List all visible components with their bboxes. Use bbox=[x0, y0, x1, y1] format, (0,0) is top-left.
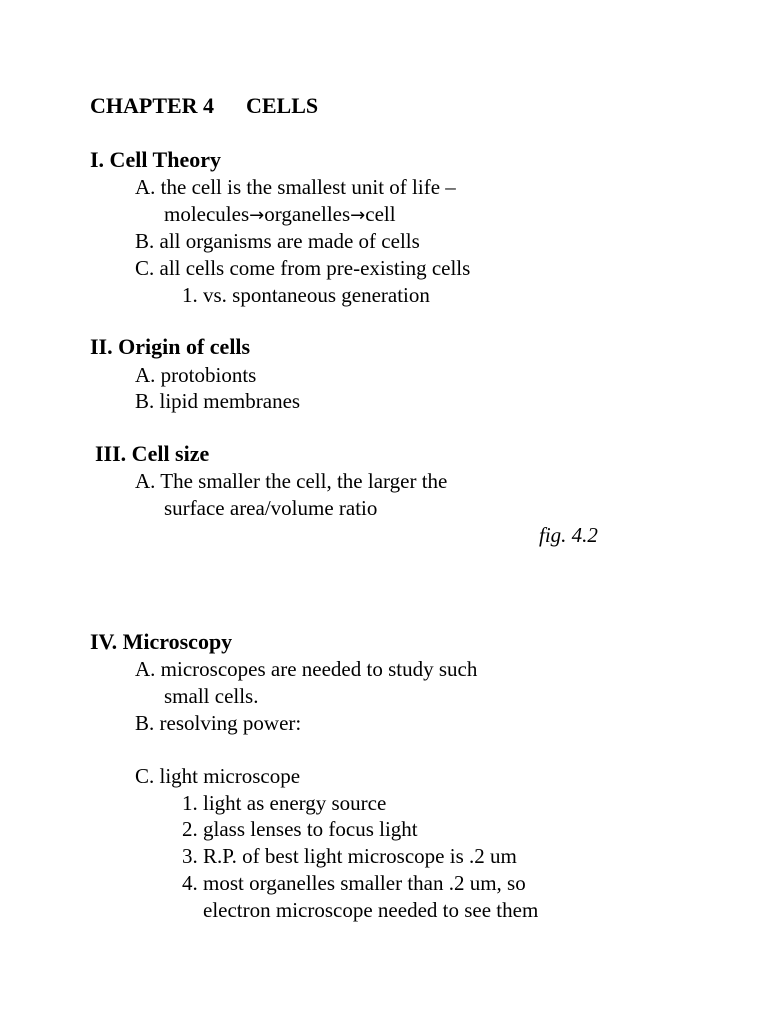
section-heading: II. Origin of cells bbox=[90, 334, 251, 359]
outline-subitem: 4. most organelles smaller than .2 um, so bbox=[182, 871, 526, 895]
chapter-number: CHAPTER 4 bbox=[90, 93, 215, 118]
arrow-right-icon: → bbox=[350, 205, 366, 226]
outline-item-continuation: surface area/volume ratio bbox=[164, 496, 378, 520]
outline-item-continuation bbox=[164, 201, 396, 229]
outline-subitem-continuation: electron microscope needed to see them bbox=[203, 898, 539, 922]
outline-item: A. microscopes are needed to study such bbox=[135, 657, 478, 681]
arrow-right-icon: → bbox=[249, 205, 265, 226]
chain-step: molecules bbox=[164, 202, 250, 226]
outline-subitem: 3. R.P. of best light microscope is .2 um bbox=[182, 844, 517, 868]
outline-subitem: 1. vs. spontaneous generation bbox=[182, 283, 430, 307]
outline-item: B. all organisms are made of cells bbox=[135, 229, 420, 253]
outline-item: C. all cells come from pre-existing cells bbox=[135, 256, 471, 280]
outline-item-continuation: small cells. bbox=[164, 684, 259, 708]
outline-item: A. The smaller the cell, the larger the bbox=[135, 469, 448, 493]
outline-subitem: 1. light as energy source bbox=[182, 791, 387, 815]
outline-subitem: 2. glass lenses to focus light bbox=[182, 817, 418, 841]
section-heading: I. Cell Theory bbox=[90, 147, 221, 172]
chain-step: organelles bbox=[264, 202, 351, 226]
outline-item: A. the cell is the smallest unit of life – bbox=[135, 175, 456, 199]
outline-item: B. lipid membranes bbox=[135, 389, 301, 413]
outline-item: B. resolving power: bbox=[135, 711, 302, 735]
section-heading: III. Cell size bbox=[95, 441, 210, 466]
outline-item: A. protobionts bbox=[135, 363, 257, 387]
outline-item: C. light microscope bbox=[135, 764, 301, 788]
section-heading: IV. Microscopy bbox=[90, 629, 233, 654]
chain-step: cell bbox=[365, 202, 396, 226]
chapter-name: CELLS bbox=[246, 93, 319, 118]
figure-reference: fig. 4.2 bbox=[539, 523, 598, 547]
